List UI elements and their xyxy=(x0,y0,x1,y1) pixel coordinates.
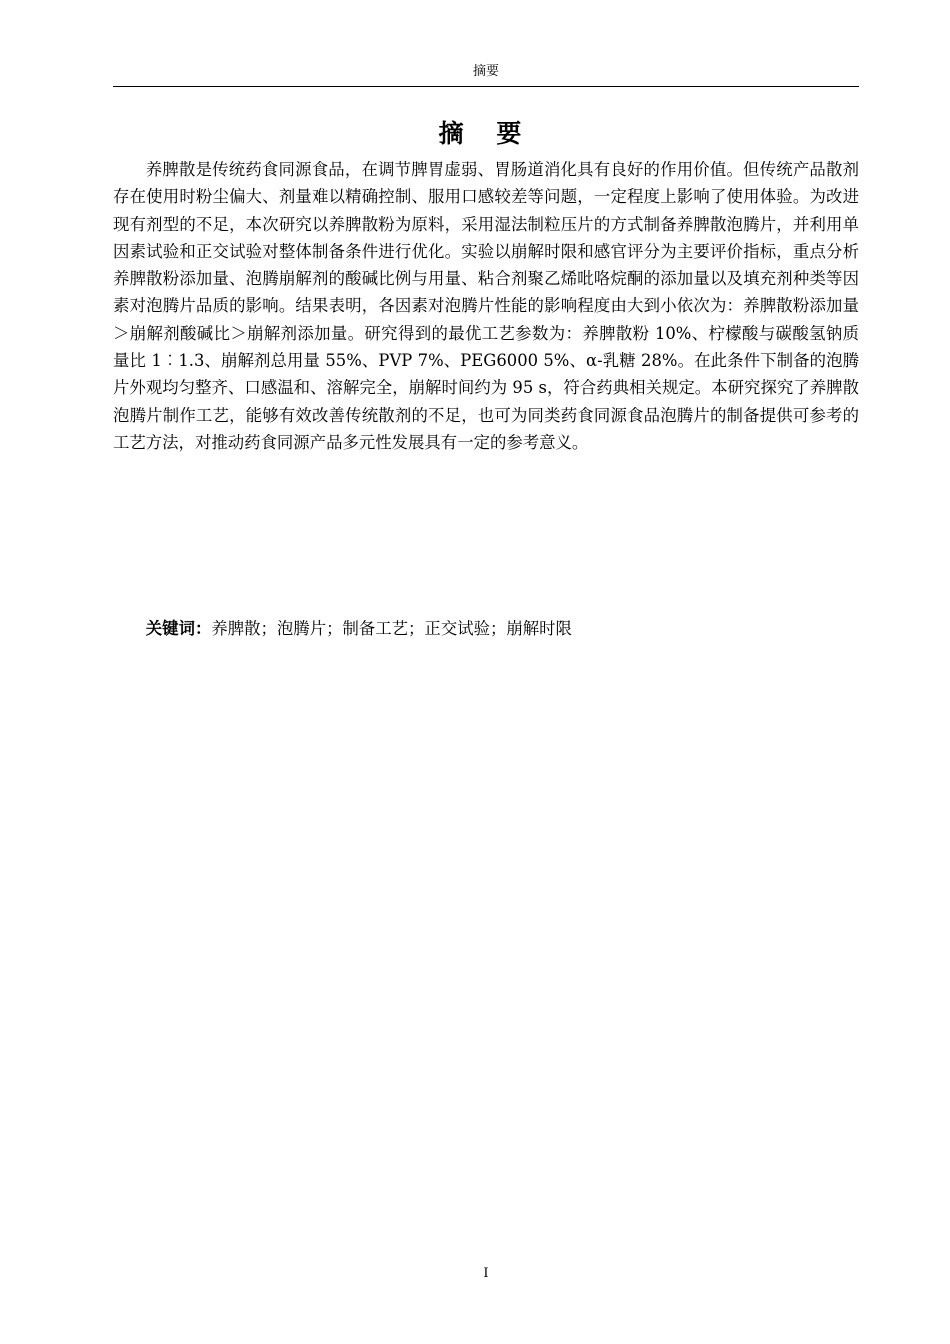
keywords-value: 养脾散；泡腾片；制备工艺；正交试验；崩解时限 xyxy=(211,619,572,638)
abstract-paragraph: 养脾散是传统药食同源食品，在调节脾胃虚弱、胃肠道消化具有良好的作用价值。但传统产品散剂存在使用时粉尘偏大、剂量难以精确控制、服用口感较差等问题，一定程度上影响了使用体验。为改进现有剂型的不足，本次研究以养脾散粉为原料，采用湿法制粒压片的方式制备养脾散泡腾片，并利用单因素试验和正交试验对整体制备条件进行优化。实验以崩解时限和感官评分为主要评价指标，重点分析养脾散粉添加量、泡腾崩解剂的酸碱比例与用量、粘合剂聚乙烯吡咯烷酮的添加量以及填充剂种类等因素对泡腾片品质的影响。结果表明，各因素对泡腾片性能的影响程度由大到小依次为：养脾散粉添加量＞崩解剂酸碱比＞崩解剂添加量。研究得到的最优工艺参数为：养脾散粉 10%、柠檬酸与碳酸氢钠质量比 1︰1.3、崩解剂总用量 55%、PVP 7%、PEG6000 5%、α-乳糖 28%。在此条件下制备的泡腾片外观均匀整齐、口感温和、溶解完全，崩解时间约为 95 s，符合药典相关规定。本研究探究了养脾散泡腾片制作工艺，能够有效改善传统散剂的不足，也可为同类药食同源食品泡腾片的制备提供可参考的工艺方法，对推动药食同源产品多元性发展具有一定的参考意义。 xyxy=(113,160,859,452)
keywords-line xyxy=(113,615,859,642)
page-title: 摘 要 xyxy=(438,119,534,148)
header-divider xyxy=(113,86,859,87)
keywords-label: 关键词： xyxy=(145,619,212,638)
running-header: 摘要 xyxy=(472,64,499,79)
page-number: I xyxy=(483,1266,489,1281)
